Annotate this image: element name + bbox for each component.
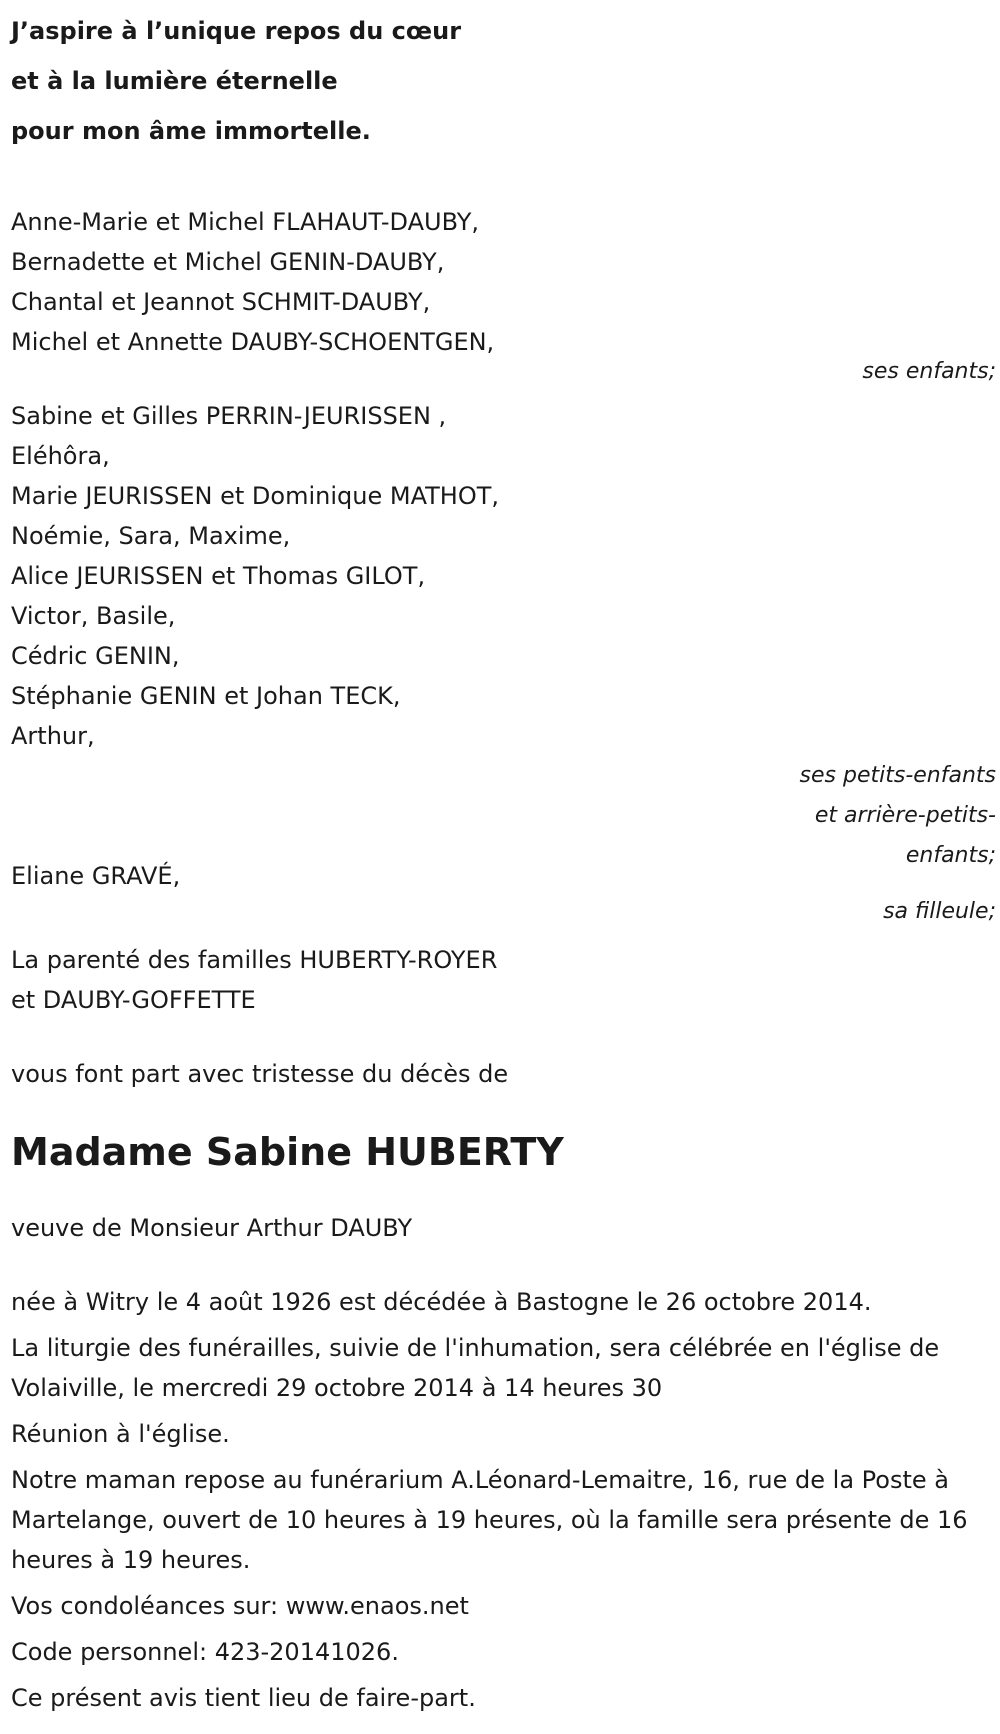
grandchildren-role-line: ses petits-enfants (799, 763, 996, 788)
birth-death-text: née à Witry le 4 août 1926 est décédée à Bastogne le 26 octobre 2014. (11, 1288, 872, 1316)
widow-of-text: veuve de Monsieur Arthur DAUBY (11, 1214, 413, 1242)
grandchild-name: Arthur, (11, 722, 95, 750)
child-name: Chantal et Jeannot SCHMIT-DAUBY, (11, 288, 431, 316)
children-group (11, 202, 996, 392)
grandchild-name: Stéphanie GENIN et Johan TECK, (11, 682, 401, 710)
epigraph (11, 6, 996, 156)
grandchild-name: Noémie, Sara, Maxime, (11, 522, 291, 550)
grandchild-name: Sabine et Gilles PERRIN-JEURISSEN , (11, 402, 447, 430)
notice-text: Ce présent avis tient lieu de faire-part. (11, 1684, 476, 1712)
family-line: et DAUBY-GOFFETTE (11, 986, 256, 1014)
goddaughter-name: Eliane GRAVÉ, (11, 862, 181, 890)
announcement-text: vous font part avec tristesse du décès de (11, 1060, 509, 1088)
child-name: Bernadette et Michel GENIN-DAUBY, (11, 248, 445, 276)
epigraph-line: pour mon âme immortelle. (11, 117, 371, 145)
personal-code-text: Code personnel: 423-20141026. (11, 1638, 399, 1666)
children-role: ses enfants; (862, 359, 996, 384)
funeral-text: La liturgie des funérailles, suivie de l'inhumation, sera célébrée en l'église de Volaiville, le mercredi 29 octobre 2014 à 14 heures 30 (11, 1334, 940, 1402)
child-name: Anne-Marie et Michel FLAHAUT-DAUBY, (11, 208, 480, 236)
funeral-home-text: Notre maman repose au funérarium A.Léonard-Lemaitre, 16, rue de la Poste à Martelange, ouvert de 10 heures à 19 heures, où la famille sera présente de 16 heures à 19 heures. (11, 1466, 968, 1574)
grandchildren-role-line: et arrière-petits- (814, 803, 996, 828)
grandchildren-group (11, 396, 996, 876)
goddaughter-group (11, 856, 996, 932)
grandchild-name: Eléhôra, (11, 442, 110, 470)
goddaughter-role: sa filleule; (883, 899, 996, 924)
meeting-text: Réunion à l'église. (11, 1420, 230, 1448)
grandchild-name: Cédric GENIN, (11, 642, 180, 670)
grandchild-name: Marie JEURISSEN et Dominique MATHOT, (11, 482, 500, 510)
child-name: Michel et Annette DAUBY-SCHOENTGEN, (11, 328, 495, 356)
deceased-name: Madame Sabine HUBERTY (11, 1130, 564, 1174)
obituary-notice (11, 0, 996, 1718)
epigraph-line: J’aspire à l’unique repos du cœur (11, 17, 462, 45)
grandchild-name: Victor, Basile, (11, 602, 176, 630)
epigraph-line: et à la lumière éternelle (11, 67, 338, 95)
family-group (11, 940, 996, 1020)
grandchildren-role-line: enfants; (905, 843, 996, 868)
grandchild-name: Alice JEURISSEN et Thomas GILOT, (11, 562, 426, 590)
family-line: La parenté des familles HUBERTY-ROYER (11, 946, 498, 974)
condolences-text: Vos condoléances sur: www.enaos.net (11, 1592, 469, 1620)
